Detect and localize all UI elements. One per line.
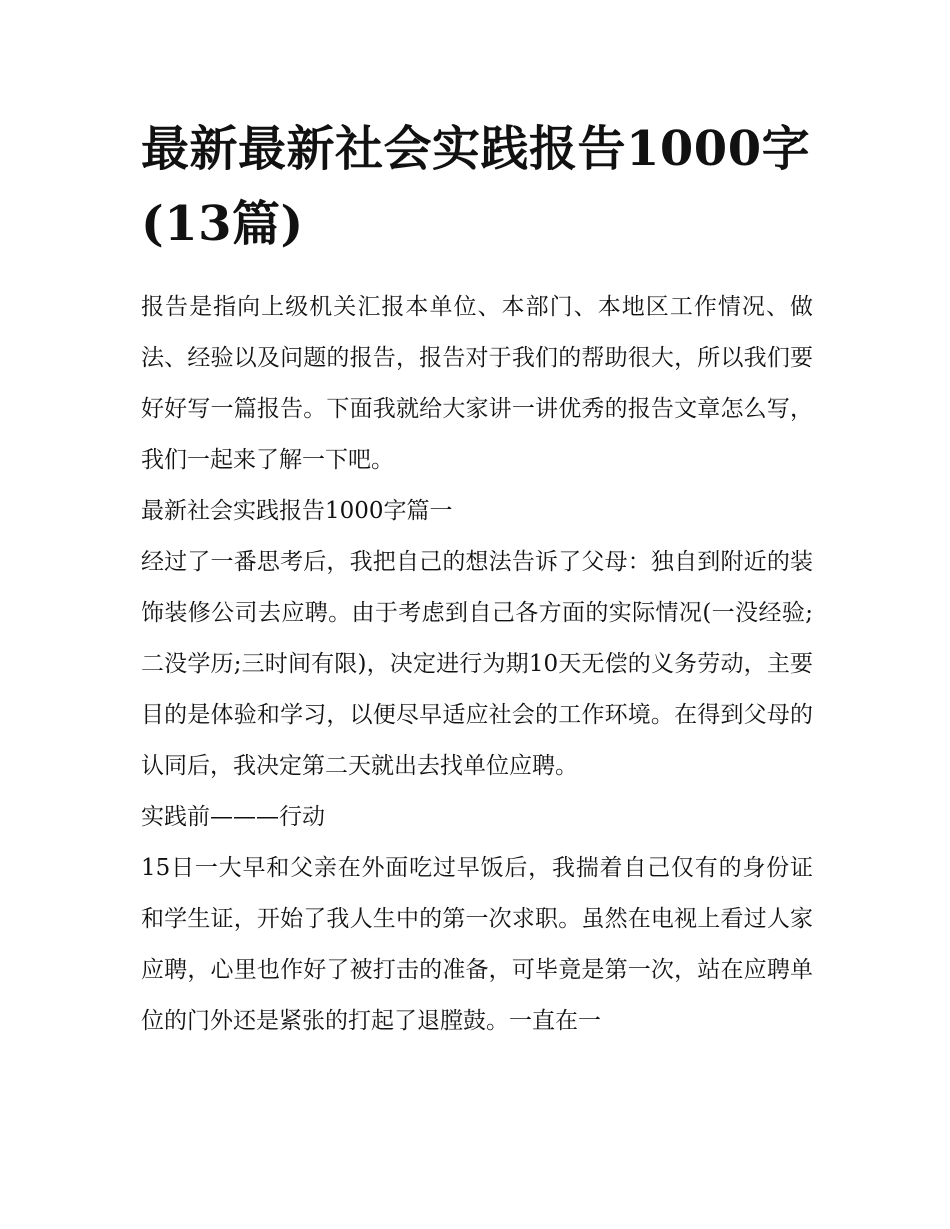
subheading: 实践前———行动	[141, 804, 325, 830]
document-title: 最新最新社会实践报告1000字(13篇)	[141, 121, 811, 252]
body-paragraph-2: 15日一大早和父亲在外面吃过早饭后，我揣着自己仅有的身份证和学生证，开始了我人生中的第一次求职。虽然在电视上看过人家应聘，心里也作好了被打击的准备，可毕竟是第一次，站在应聘单位的门外还是紧张的打起了退膛鼓。一直在一	[141, 855, 813, 1034]
intro-paragraph: 报告是指向上级机关汇报本单位、本部门、本地区工作情况、做法、经验以及问题的报告，报告对于我们的帮助很大，所以我们要好好写一篇报告。下面我就给大家讲一讲优秀的报告文章怎么写，我们一起来了解一下吧。	[141, 294, 813, 473]
document-content	[141, 112, 813, 1047]
body-paragraph-1: 经过了一番思考后，我把自己的想法告诉了父母：独自到附近的装饰装修公司去应聘。由于考虑到自己各方面的实际情况(一没经验;二没学历;三时间有限)，决定进行为期10天无偿的义务劳动，主要目的是体验和学习，以便尽早适应社会的工作环境。在得到父母的认同后，我决定第二天就出去找单位应聘。	[141, 549, 813, 779]
section-heading: 最新社会实践报告1000字篇一	[141, 498, 453, 524]
